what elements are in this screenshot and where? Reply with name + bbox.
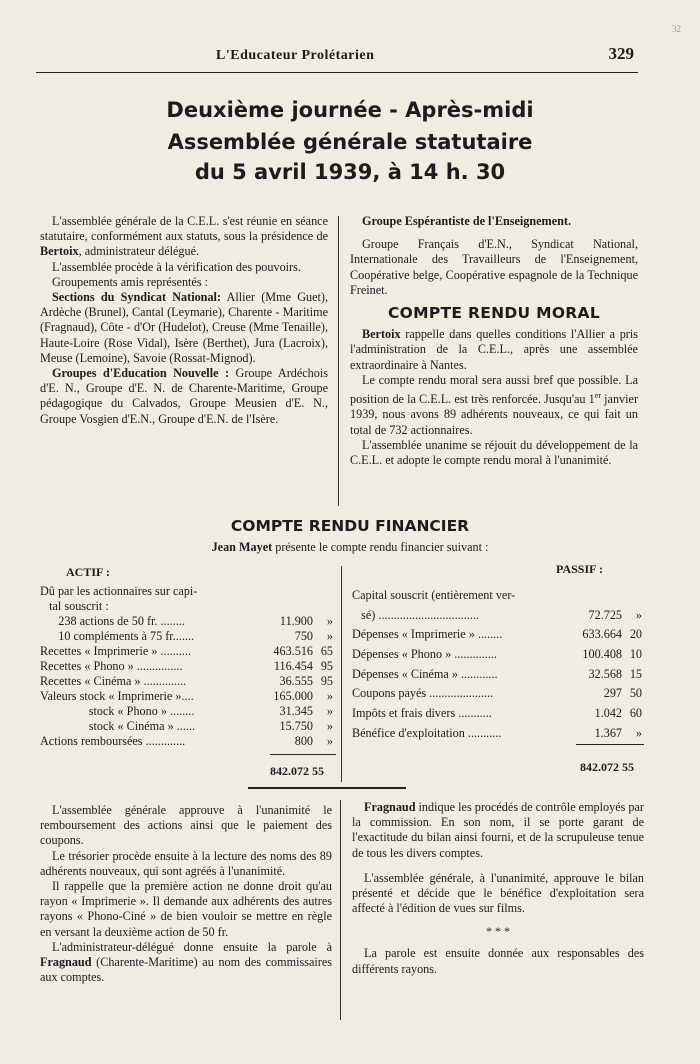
section-separator bbox=[248, 787, 406, 789]
actif-total: 842.072 55 bbox=[270, 764, 324, 778]
ledger-row bbox=[40, 674, 335, 689]
section-title-moral: COMPTE RENDU MORAL bbox=[387, 304, 601, 323]
text: Allier (Mme Guet), Ardèche (Brunel), Cantal (Leymarie), Charente - Maritime (Fragnaud), Côte - d'Or (Hudelot), Creuse (Mme Tenaille), Haute-Loire (Rose Vidal), Isère (Berthet), Jura (Lacroix), Meuse (Lemoine), Savoie (Rossat-Mignod). bbox=[40, 290, 328, 365]
name-fragnaud: Fragnaud bbox=[364, 800, 416, 814]
text: présente le compte rendu financier suivant : bbox=[272, 540, 489, 554]
left-column-top bbox=[40, 214, 328, 427]
ledger-label: Bénéfice d'exploitation ........... bbox=[352, 725, 502, 740]
ledger-row bbox=[40, 584, 335, 599]
ledger-amount: 32.568 bbox=[588, 666, 622, 681]
ledger-row bbox=[40, 629, 335, 644]
paragraph: Groupements amis représentés : bbox=[52, 274, 209, 289]
ledger-divider bbox=[341, 566, 342, 782]
ledger-label: 10 compléments à 75 fr....... bbox=[40, 629, 195, 643]
text: Groupe Ardéchois d'E. N., Groupe d'E. N. de Charente-Maritime, Groupe pédagogique du Calvados, Groupe Meusien d'E. N., Groupe Vosgien d'E.N., Groupe d'E.N. de l'Isère. bbox=[40, 366, 329, 426]
paragraph bbox=[350, 373, 638, 438]
ledger-amount: 11.900 bbox=[279, 614, 313, 628]
actif-total-rule bbox=[270, 754, 336, 755]
ledger-label: stock « Phono » ........ bbox=[40, 704, 195, 718]
text: indique les procédés de contrôle employés par la commission. En son nom, il se porte garant de l'exactitude du bilan ainsi fourni, et de la scrupuleuse tenue de tous les divers comptes. bbox=[352, 800, 644, 860]
paragraph bbox=[352, 800, 644, 861]
paragraph: L'assemblée générale, à l'unanimité, approuve le bilan présenté et décide que le bénéfice d'exploitation sera affecté à l'édition de vues sur films. bbox=[352, 870, 644, 916]
paragraph bbox=[40, 214, 328, 260]
journal-title: L'Educateur Prolétarien bbox=[216, 48, 375, 63]
column-divider bbox=[338, 216, 339, 506]
ledger-amount: 116.454 bbox=[273, 659, 313, 673]
ledger-row bbox=[40, 614, 335, 629]
ledger-label: Valeurs stock « Imprimerie ».... bbox=[40, 689, 194, 703]
right-column-top bbox=[350, 214, 638, 468]
ledger-amount: 750 bbox=[294, 629, 313, 643]
paragraph: La parole est ensuite donnée aux responsables des différents rayons. bbox=[352, 946, 644, 976]
ledger-amount: 1.042 bbox=[594, 706, 622, 721]
paragraph bbox=[40, 290, 328, 366]
ledger-amount: 463.516 bbox=[273, 644, 313, 658]
ledger-amount: 100.408 bbox=[582, 647, 622, 662]
subheading: Sections du Syndicat National: bbox=[52, 290, 221, 305]
paragraph bbox=[350, 327, 638, 373]
passif-label: PASSIF : bbox=[556, 562, 604, 576]
running-header bbox=[36, 44, 638, 73]
right-column-bottom bbox=[352, 800, 644, 977]
superscript: er bbox=[594, 391, 601, 401]
ledger-amount: 297 bbox=[603, 686, 622, 701]
asterism: * * * bbox=[486, 924, 510, 939]
ledger-row bbox=[40, 704, 335, 719]
paragraph: Le trésorier procède ensuite à la lecture des noms des 89 adhérents nouveaux, qui sont agréés à l'unanimité. bbox=[40, 848, 332, 878]
section-title-financier: COMPTE RENDU FINANCIER bbox=[230, 517, 470, 535]
paragraph: Il rappelle que la première action ne donne droit qu'au rayon « Imprimerie ». Il demande aux adhérents des autres rayons « Phono-Ciné » de bien vouloir se mettre en règle en versant la deuxième action de 50 fr. bbox=[40, 879, 332, 939]
text: , administrateur délégué. bbox=[78, 244, 200, 259]
ledger-label: Dépenses « Imprimerie » ........ bbox=[352, 627, 503, 642]
ledger-label: tal souscrit : bbox=[40, 599, 109, 613]
left-column-bottom bbox=[40, 803, 332, 985]
ledger-amount: 31.345 bbox=[279, 704, 313, 718]
paragraph: Groupe Français d'E.N., Syndicat National, Internationale des Travailleurs de l'Enseignement, Coopérative belge, Coopérative espagnole de la Technique Freinet. bbox=[350, 237, 638, 297]
ledger-label: Capital souscrit (entièrement ver- bbox=[352, 588, 516, 602]
paragraph bbox=[40, 940, 332, 986]
financial-intro bbox=[0, 540, 700, 555]
ledger-cents: » bbox=[326, 614, 333, 628]
ledger-cents: » bbox=[326, 704, 333, 718]
ledger-row bbox=[352, 726, 644, 746]
actif-label: ACTIF : bbox=[66, 565, 110, 579]
ledger-cents: » bbox=[326, 734, 333, 748]
subheading: Groupes d'Education Nouvelle : bbox=[52, 366, 230, 381]
ledger-label: Dû par les actionnaires sur capi- bbox=[40, 584, 198, 598]
ledger-row bbox=[40, 599, 335, 614]
ledger-cents: » bbox=[635, 607, 642, 622]
ledger-label: stock « Cinéma » ...... bbox=[40, 719, 196, 733]
passif-total-rule bbox=[576, 744, 644, 745]
ledger-label: Actions remboursées ............. bbox=[40, 734, 186, 748]
ledger-label: Dépenses « Cinéma » ............ bbox=[352, 666, 498, 681]
text: janvier 1939, nous avons 89 adhérents nouveaux, ce qui fait un total de 732 actionnaires. bbox=[350, 392, 638, 437]
group-title bbox=[350, 214, 638, 229]
ledger-row bbox=[40, 734, 335, 749]
paragraph: L'assemblée générale approuve à l'unanimité le remboursement des actions ainsi que le paiement des coupons. bbox=[40, 803, 332, 848]
ledger-amount: 633.664 bbox=[582, 627, 622, 642]
paragraph: L'assemblée unanime se réjouit du développement de la C.E.L. et adopte le compte rendu moral à l'unanimité. bbox=[350, 437, 638, 467]
ledger-amount: 1.367 bbox=[594, 725, 622, 740]
text: (Charente-Maritime) au nom des commissaires aux comptes. bbox=[40, 955, 332, 985]
text: Le compte rendu moral sera aussi bref que possible. La position de la C.E.L. est très renforcée. Jusqu'au 1 bbox=[350, 372, 638, 407]
ledger-cents: » bbox=[326, 719, 333, 733]
ledger-label: Dépenses « Phono » .............. bbox=[352, 647, 497, 662]
ledger-amount: 800 bbox=[294, 734, 313, 748]
ledger-amount: 36.555 bbox=[279, 674, 313, 688]
ledger-label: Recettes « Cinéma » .............. bbox=[40, 674, 187, 688]
text: rappelle dans quelles conditions l'Allier a pris l'administration de la C.E.L., après une assemblée extraordinaire à Nantes. bbox=[350, 327, 638, 372]
ledger-label: Recettes « Phono » ............... bbox=[40, 659, 183, 673]
page-number: 329 bbox=[608, 44, 634, 63]
actif-ledger bbox=[40, 584, 335, 749]
ledger-cents: » bbox=[326, 689, 333, 703]
ledger-cents: 95 bbox=[320, 674, 333, 688]
ledger-amount: 72.725 bbox=[588, 607, 622, 622]
ledger-cents: 15 bbox=[629, 666, 642, 681]
ledger-row bbox=[40, 644, 335, 659]
ledger-row bbox=[352, 627, 644, 647]
ledger-label: Impôts et frais divers ........... bbox=[352, 706, 492, 721]
name-mayet: Jean Mayet bbox=[211, 540, 273, 554]
ledger-row bbox=[352, 706, 644, 726]
ledger-cents: » bbox=[635, 725, 642, 740]
name-bertoix: Bertoix bbox=[40, 244, 79, 259]
ledger-cents: 10 bbox=[629, 647, 642, 662]
heading-line-1: Deuxième journée - Après-midi bbox=[166, 98, 534, 122]
ledger-cents: 50 bbox=[629, 686, 642, 701]
ledger-cents: » bbox=[326, 629, 333, 643]
ledger-cents: 65 bbox=[320, 644, 333, 658]
corner-mark: 32 bbox=[672, 24, 681, 34]
text: L'administrateur-délégué donne ensuite la parole à bbox=[52, 939, 332, 954]
ledger-row bbox=[352, 647, 644, 667]
column-divider bbox=[340, 800, 341, 1020]
ledger-row bbox=[40, 719, 335, 734]
text: L'assemblée générale de la C.E.L. s'est réunie en séance statutaire, conformément aux statuts, sous la présidence de bbox=[40, 214, 328, 244]
passif-ledger bbox=[352, 588, 644, 746]
text: Groupe Espérantiste de l'Enseignement. bbox=[362, 214, 571, 228]
paragraph bbox=[40, 366, 328, 427]
ledger-row bbox=[352, 588, 644, 608]
heading-line-3: du 5 avril 1939, à 14 h. 30 bbox=[194, 160, 506, 184]
ledger-row bbox=[352, 667, 644, 687]
ledger-label: 238 actions de 50 fr. ........ bbox=[40, 614, 185, 628]
ledger-cents: 20 bbox=[629, 627, 642, 642]
ledger-amount: 165.000 bbox=[273, 689, 313, 703]
heading-line-2: Assemblée générale statutaire bbox=[167, 130, 533, 154]
ledger-row bbox=[40, 659, 335, 674]
ledger-label: Coupons payés ..................... bbox=[352, 686, 494, 701]
paragraph: L'assemblée procède à la vérification des pouvoirs. bbox=[52, 259, 301, 274]
ledger-cents: 60 bbox=[629, 706, 642, 721]
ledger-row bbox=[352, 686, 644, 706]
ledger-label: Recettes « Imprimerie » .......... bbox=[40, 644, 191, 658]
ledger-amount: 15.750 bbox=[279, 719, 313, 733]
passif-total: 842.072 55 bbox=[580, 760, 634, 774]
ledger-row bbox=[352, 608, 644, 628]
name-fragnaud: Fragnaud bbox=[40, 955, 92, 970]
name-bertoix: Bertoix bbox=[362, 327, 401, 342]
ledger-cents: 95 bbox=[320, 659, 333, 673]
ledger-row bbox=[40, 689, 335, 704]
ledger-label: sé) ................................. bbox=[352, 607, 479, 622]
